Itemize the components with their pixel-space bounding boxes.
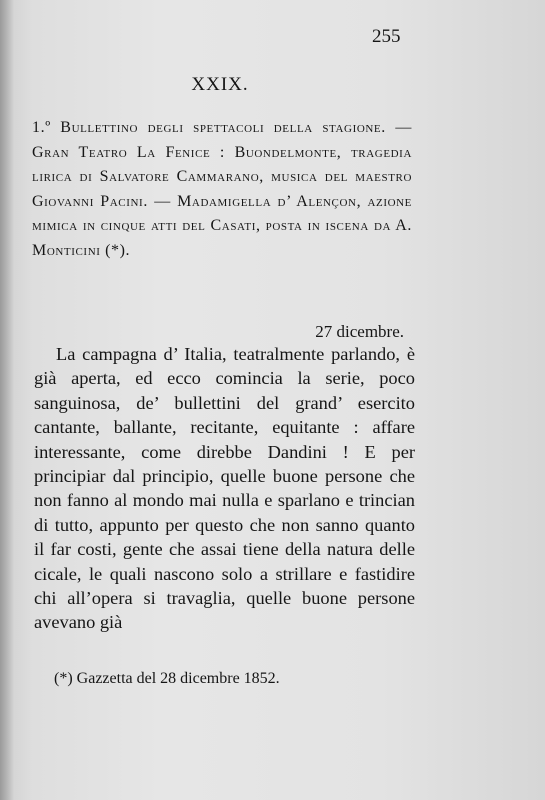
chapter-number: XXIX. xyxy=(191,74,249,95)
body-paragraph: La campagna d’ Italia, teatralmente parlando, è già aperta, ed ecco comincia la serie, poco sanguinosa, de’ bullettini del grand’ esercito cantante, ballante, recitante, equitante : affare interessante, come direbbe Dandini ! E per principiar dal principio, quelle buone persone che non fanno al mondo mai nulla e sparlano e trincian di tutto, appunto per questo che non sanno quanto il far costi, gente che assai tiene della natura delle cicale, le quali nascono solo a strillare e fastidire chi all’opera si travaglia, quelle buone persone avevano già xyxy=(34,344,415,633)
page-gutter-shadow xyxy=(0,0,14,800)
page-number: 255 xyxy=(372,26,401,47)
article-heading: 1.º Bullettino degli spettacoli della stagione. — Gran Teatro La Fenice : Buondelmonte, tragedia lirica di Salvatore Cammarano, musica del maestro Giovanni Pacini. — Madamigella d’ Alençon, azione mimica in cinque atti del Casati, posta in iscena da A. Monticini (*). xyxy=(32,119,412,259)
article-date: 27 dicembre. xyxy=(315,322,404,341)
footnote: (*) Gazzetta del 28 dicembre 1852. xyxy=(54,670,280,687)
